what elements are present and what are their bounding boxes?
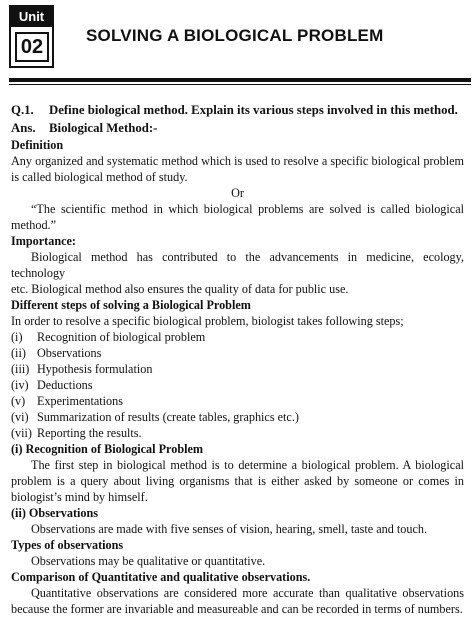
comparison-text-line: because the former are invariable and measureable and can be recorded in terms of numbers.: [11, 602, 463, 616]
definition-heading: Definition: [11, 138, 64, 152]
chapter-title: SOLVING A BIOLOGICAL PROBLEM: [86, 26, 384, 45]
question-number: Q.1.: [11, 103, 34, 117]
question-text: Define biological method. Explain its various steps involved in this method.: [49, 103, 458, 117]
page-content: [11, 101, 464, 617]
header-rule-thick: [9, 78, 471, 82]
list-item-number: (iv): [11, 378, 29, 392]
header-rule-thin: [9, 84, 471, 85]
list-item: [11, 425, 464, 441]
definition-quote-line: “The scientific method in which biological problems are solved is called biological: [31, 202, 464, 216]
list-item-text: Recognition of biological problem: [37, 330, 206, 344]
importance-text-line: etc. Biological method also ensures the quality of data for public use.: [11, 282, 349, 296]
list-item-number: (v): [11, 394, 26, 408]
unit-number: 02: [15, 32, 49, 62]
list-item-number: (vi): [11, 410, 29, 424]
answer-label: Ans.: [11, 121, 36, 135]
list-item-text: Hypothesis formulation: [37, 362, 153, 376]
list-item-number: (i): [11, 330, 23, 344]
list-item: [11, 361, 464, 377]
list-item-number: (iii): [11, 362, 30, 376]
steps-heading: Different steps of solving a Biological Problem: [11, 298, 251, 312]
steps-intro: In order to resolve a specific biological problem, biologist takes following steps;: [11, 314, 404, 328]
answer-heading: Biological Method:-: [49, 121, 158, 135]
list-item-number: (ii): [11, 346, 26, 360]
recognition-text-line: biologist’s mind by himself.: [11, 490, 148, 504]
list-item-text: Summarization of results (create tables, graphics etc.): [37, 410, 299, 424]
steps-list: [11, 329, 464, 441]
list-item-number: (vii): [11, 426, 32, 440]
list-item: [11, 377, 464, 393]
definition-text-line: is called biological method of study.: [11, 170, 188, 184]
comparison-heading: Comparison of Quantitative and qualitative observations.: [11, 570, 311, 584]
importance-heading: Importance:: [11, 234, 76, 248]
list-item: [11, 345, 464, 361]
definition-quote-line: method.”: [11, 218, 57, 232]
unit-label: Unit: [11, 7, 52, 27]
answer-line: [11, 119, 464, 137]
comparison-text-line: Quantitative observations are considered more accurate than qualitative observations: [31, 586, 464, 600]
list-item-text: Reporting the results.: [37, 426, 142, 440]
types-text-line: Observations may be qualitative or quantitative.: [31, 554, 266, 568]
types-heading: Types of observations: [11, 538, 124, 552]
recognition-text-line: problem is a query about living organisms that is either asked by someone or comes in: [11, 474, 464, 488]
unit-badge: [9, 5, 54, 68]
importance-text-line: Biological method has contributed to the advancements in medicine, ecology, technology: [11, 250, 464, 280]
list-item-text: Experimentations: [37, 394, 123, 408]
list-item-text: Observations: [37, 346, 102, 360]
list-item: [11, 393, 464, 409]
observations-heading: (ii) Observations: [11, 506, 99, 520]
list-item: [11, 409, 464, 425]
list-item: [11, 329, 464, 345]
or-separator: Or: [231, 186, 244, 200]
list-item-text: Deductions: [37, 378, 93, 392]
recognition-heading: (i) Recognition of Biological Problem: [11, 442, 204, 456]
question-line: [11, 101, 464, 119]
observations-text-line: Observations are made with five senses of vision, hearing, smell, taste and touch.: [31, 522, 427, 536]
definition-text-line: Any organized and systematic method which is used to resolve a specific biological problem: [11, 154, 464, 168]
recognition-text-line: The first step in biological method is to determine a biological problem. A biological: [31, 458, 464, 472]
